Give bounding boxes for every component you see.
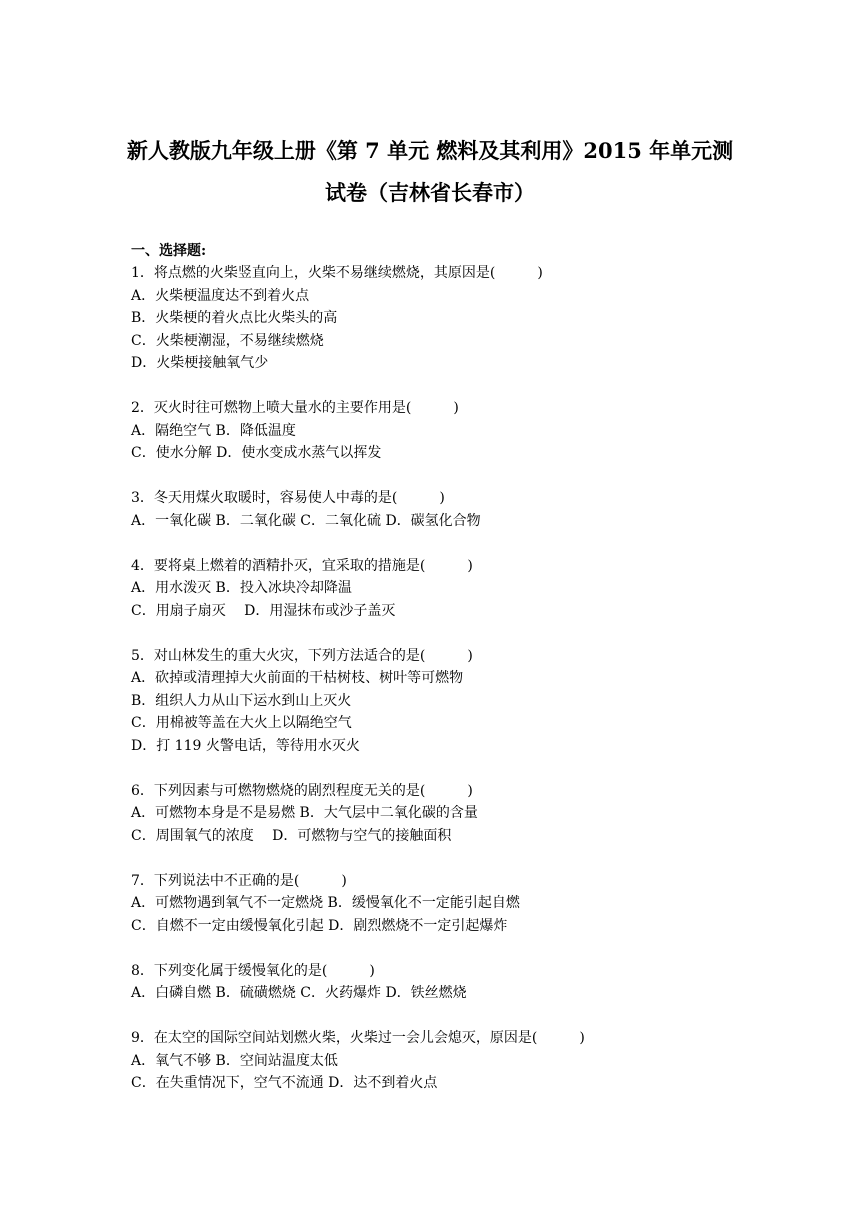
option-line: B．组织人力从山下运水到山上灭火 — [131, 692, 352, 709]
document-title-line-1: 新人教版九年级上册《第 7 单元 燃料及其利用》2015 年单元测 — [126, 138, 734, 163]
question-item — [131, 1027, 751, 1095]
option-line: A．可燃物遇到氧气不一定燃烧 B．缓慢氧化不一定能引起自燃 — [131, 895, 520, 911]
question-spacer — [131, 847, 751, 870]
question-item — [131, 555, 751, 645]
option-line: A．火柴梗温度达不到着火点 — [131, 287, 310, 304]
option-line: D．打 119 火警电话，等待用水灭火 — [131, 737, 360, 754]
option-line: A．隔绝空气 B．降低温度 — [131, 422, 296, 439]
question-spacer — [131, 1005, 751, 1028]
question-stem: 2．灭火时往可燃物上喷大量水的主要作用是( ) — [131, 400, 459, 416]
question-stem: 9．在太空的国际空间站划燃火柴，火柴过一会儿会熄灭，原因是( ) — [131, 1030, 585, 1046]
option-line: C．周围氧气的浓度 D．可燃物与空气的接触面积 — [131, 827, 452, 844]
option-line: C．自燃不一定由缓慢氧化引起 D．剧烈燃烧不一定引起爆炸 — [131, 917, 508, 934]
option-line: A．用水泼灭 B．投入冰块冷却降温 — [131, 580, 352, 596]
section-heading: 一、选择题: — [131, 243, 207, 259]
option-line: C．使水分解 D．使水变成水蒸气以挥发 — [131, 445, 382, 461]
option-line: A．可燃物本身是不是易燃 B．大气层中二氧化碳的含量 — [131, 805, 478, 821]
question-spacer — [131, 622, 751, 645]
question-spacer — [131, 465, 751, 488]
option-line: A．氧气不够 B．空间站温度太低 — [131, 1052, 338, 1069]
question-stem: 5．对山林发生的重大火灾，下列方法适合的是( ) — [131, 647, 473, 664]
option-line: C．用棉被等盖在大火上以隔绝空气 — [131, 715, 352, 731]
option-line: A．白磷自燃 B．硫磺燃烧 C．火药爆炸 D．铁丝燃烧 — [131, 985, 467, 1001]
question-spacer — [131, 757, 751, 780]
question-item — [131, 262, 751, 397]
option-line: A．一氧化碳 B．二氧化碳 C．二氧化硫 D．碳氢化合物 — [131, 512, 481, 529]
question-stem: 4．要将桌上燃着的酒精扑灭，宜采取的措施是( ) — [131, 557, 473, 574]
document-title-line-2: 试卷（吉林省长春市） — [325, 180, 535, 205]
question-list — [131, 262, 751, 1095]
question-item — [131, 960, 751, 1028]
question-stem: 8．下列变化属于缓慢氧化的是( ) — [131, 962, 375, 979]
question-item — [131, 645, 751, 780]
option-line: D．火柴梗接触氧气少 — [131, 355, 269, 371]
question-spacer — [131, 532, 751, 555]
question-item — [131, 487, 751, 555]
option-line: C．火柴梗潮湿，不易继续燃烧 — [131, 332, 324, 349]
question-item — [131, 780, 751, 870]
question-stem: 7．下列说法中不正确的是( ) — [131, 872, 347, 889]
question-stem: 3．冬天用煤火取暖时，容易使人中毒的是( ) — [131, 490, 445, 506]
question-stem: 6．下列因素与可燃物燃烧的剧烈程度无关的是( ) — [131, 782, 473, 799]
option-line: B．火柴梗的着火点比火柴头的高 — [131, 310, 338, 326]
question-stem: 1．将点燃的火柴竖直向上，火柴不易继续燃烧，其原因是( ) — [131, 265, 543, 281]
option-line: C．在失重情况下，空气不流通 D．达不到着火点 — [131, 1075, 438, 1091]
option-line: A．砍掉或清理掉大火前面的干枯树枝、树叶等可燃物 — [131, 670, 464, 686]
multiple-choice-section — [131, 240, 751, 1095]
question-item — [131, 870, 751, 960]
question-item — [131, 397, 751, 487]
option-line: C．用扇子扇灭 D．用湿抹布或沙子盖灭 — [131, 602, 396, 619]
question-spacer — [131, 375, 751, 398]
question-spacer — [131, 937, 751, 960]
